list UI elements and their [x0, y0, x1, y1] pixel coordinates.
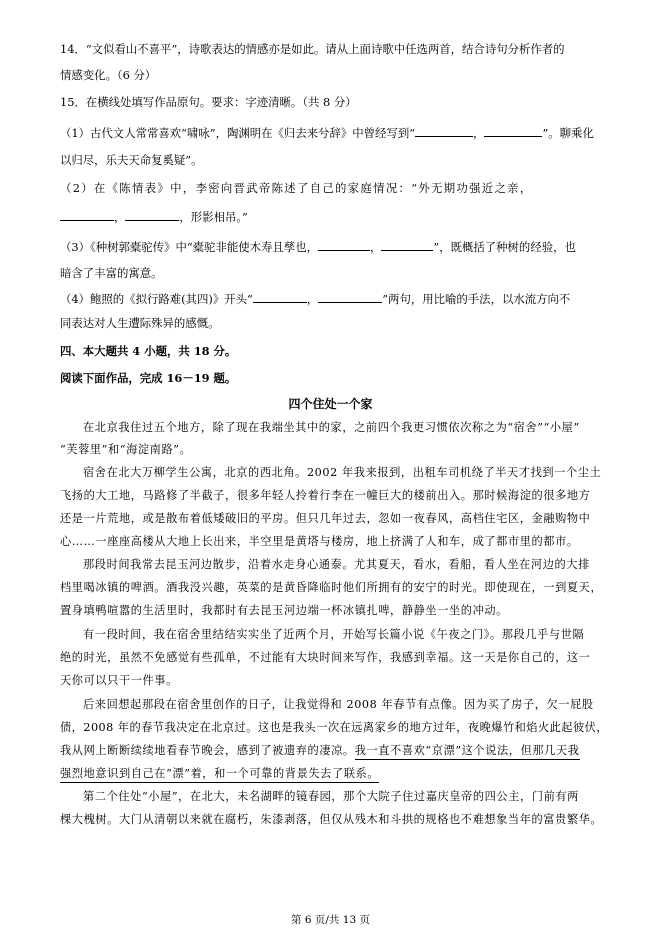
q15-item-2-text-b: ，形影相吊。”: [179, 210, 248, 224]
q15-item-4-cont: 同表达对人生遭际殊异的感慨。: [60, 316, 220, 330]
paragraph-line: 在北京我住过五个地方，除了现在我端坐其中的家，之前四个我更习惯依次称之为“宿舍”“小屋”: [83, 421, 580, 434]
q15-comma: ，: [114, 210, 126, 224]
answer-blank[interactable]: [484, 124, 542, 137]
paragraph-line: 宿舍在北大万柳学生公寓，北京的西北角。2002 年我来报到，出租车司机绕了半天才找到一个尘土: [83, 466, 602, 479]
paragraph-line: [60, 743, 580, 760]
q15-item-2-cont: [60, 208, 248, 225]
underlined-sentence: 我一直不喜欢“京漂”这个说法，但那几天我: [355, 743, 580, 760]
answer-blank[interactable]: [381, 238, 433, 251]
q15-item-1-cont: 以归尽，乐夫天命复奚疑”。: [60, 153, 203, 167]
q14-line-1: 14．“文似看山不喜平”，诗歌表达的情感亦是如此。请从上面诗歌中任选两首，结合诗句分析作者的: [60, 42, 565, 56]
q15-item-1: [60, 124, 594, 141]
underlined-sentence: 强烈地意识到自己在“漂”着，和一个可靠的背景失去了联系。: [60, 766, 379, 783]
answer-blank[interactable]: [415, 124, 473, 137]
q15-item-3-cont: 暗含了丰富的寓意。: [60, 266, 163, 280]
q15-comma: ，: [473, 126, 485, 140]
section-heading: 四、本大题共 4 小题，共 18 分。: [60, 344, 237, 358]
q15-heading: 15．在横线处填写作品原句。要求：字迹清晰。（共 8 分）: [60, 95, 357, 109]
q15-item-3-text-a: （3）《种树郭橐驼传》中“橐驼非能使木寿且孳也，: [60, 240, 318, 254]
q14-line-2: 情感变化。（6 分）: [60, 68, 157, 82]
paragraph-line: 第二个住处“小屋”，在北大，未名湖畔的镜春园，那个大院子住过嘉庆皇帝的四公主，门前有两: [83, 790, 579, 803]
answer-blank[interactable]: [60, 208, 114, 221]
q15-item-1-text-a: （1）古代文人常常喜欢“啸咏”，陶渊明在《归去来兮辞》中曾经写到“: [60, 126, 416, 140]
paragraph-line: 天你可以只干一件事。: [60, 674, 178, 687]
q15-item-3: [60, 238, 576, 255]
answer-blank[interactable]: [253, 290, 307, 303]
paragraph-line: “芙蓉里”和“海淀南路”。: [60, 443, 192, 456]
section-instruction: 阅读下面作品，完成 16－19 题。: [60, 371, 237, 385]
paragraph-line: 债，2008 年的春节我决定在北京过。这也是我头一次在远离家乡的地方过年，夜晚爆竹和焰火此起彼伏，: [60, 721, 608, 734]
paragraph-line: 那段时间我常去昆玉河边散步，沿着水走身心通泰。尤其夏天，看水，看船，看人坐在河边的大排: [83, 558, 590, 571]
paragraph-line: 还是一片荒地，或是散布着低矮破旧的平房。但只几年过去，忽如一夜春风，高档住宅区，金融购物中: [60, 512, 591, 525]
q15-item-3-text-b: ”，既概括了种树的经验，也: [433, 240, 576, 254]
page-number: 第 6 页/共 13 页: [291, 914, 370, 926]
q15-comma: ，: [369, 240, 382, 254]
paragraph-line: 绝的时光，虽然不免感觉有些孤单，不过能有大块时间来写作，我感到幸福。这一天是你自己的，这一: [60, 651, 591, 664]
paragraph-line: 棵大槐树。大门从清朝以来就在腐朽，朱漆剥落，但仅从残木和斗拱的规格也不难想象当年的富贵繁华。: [60, 813, 603, 826]
q15-item-4-text-b: ”两句，用比喻的手法，以水流方向不: [382, 292, 571, 306]
q15-item-1-text-b: ”。聊乘化: [542, 126, 594, 140]
paragraph-line: 心……一座座高楼从大地上长出来，半空里是黄塔与楼房，地上挤满了人和车，成了都市里的都市。: [60, 535, 579, 548]
paragraph-line: [60, 766, 379, 783]
paragraph-line: 飞扬的大工地，马路修了半截子，很多年轻人拎着行李在一幢巨大的楼前出入。那时候海淀的很多地方: [60, 489, 591, 502]
answer-blank[interactable]: [318, 238, 370, 251]
q15-item-4-text-a: （4）鲍照的《拟行路难(其四)》开头“: [60, 292, 253, 306]
paragraph-line: 置身填鸭喧嚣的生活里时，我都时有去昆玉河边端一杯冰镇扎啤，静静坐一坐的冲动。: [60, 604, 508, 617]
q15-comma: ，: [306, 292, 319, 306]
answer-blank[interactable]: [318, 290, 382, 303]
q15-item-4: [60, 290, 570, 307]
paragraph-line: 有一段时间，我在宿舍里结结实实坐了近两个月，开始写长篇小说《午夜之门》。那段几乎与世隔: [83, 628, 585, 641]
article-title: 四个住处一个家: [288, 397, 373, 411]
paragraph-text: 我从网上断断续续地看春节晚会，感到了被遗弃的凄凉。: [60, 744, 355, 757]
answer-blank[interactable]: [125, 208, 179, 221]
q15-item-2: （2）在《陈情表》中，李密向晋武帝陈述了自己的家庭情况：“外无期功强近之亲，: [60, 181, 533, 195]
paragraph-line: 后来回想起那段在宿舍里创作的日子，让我觉得和 2008 年春节有点像。因为买了房子，欠一屁股: [83, 698, 594, 711]
paragraph-line: 档里喝冰镇的啤酒。酒我没兴趣，英菜的是黄昏降临时他们所拥有的安宁的时光。即使现在，一到夏天，: [60, 581, 603, 594]
